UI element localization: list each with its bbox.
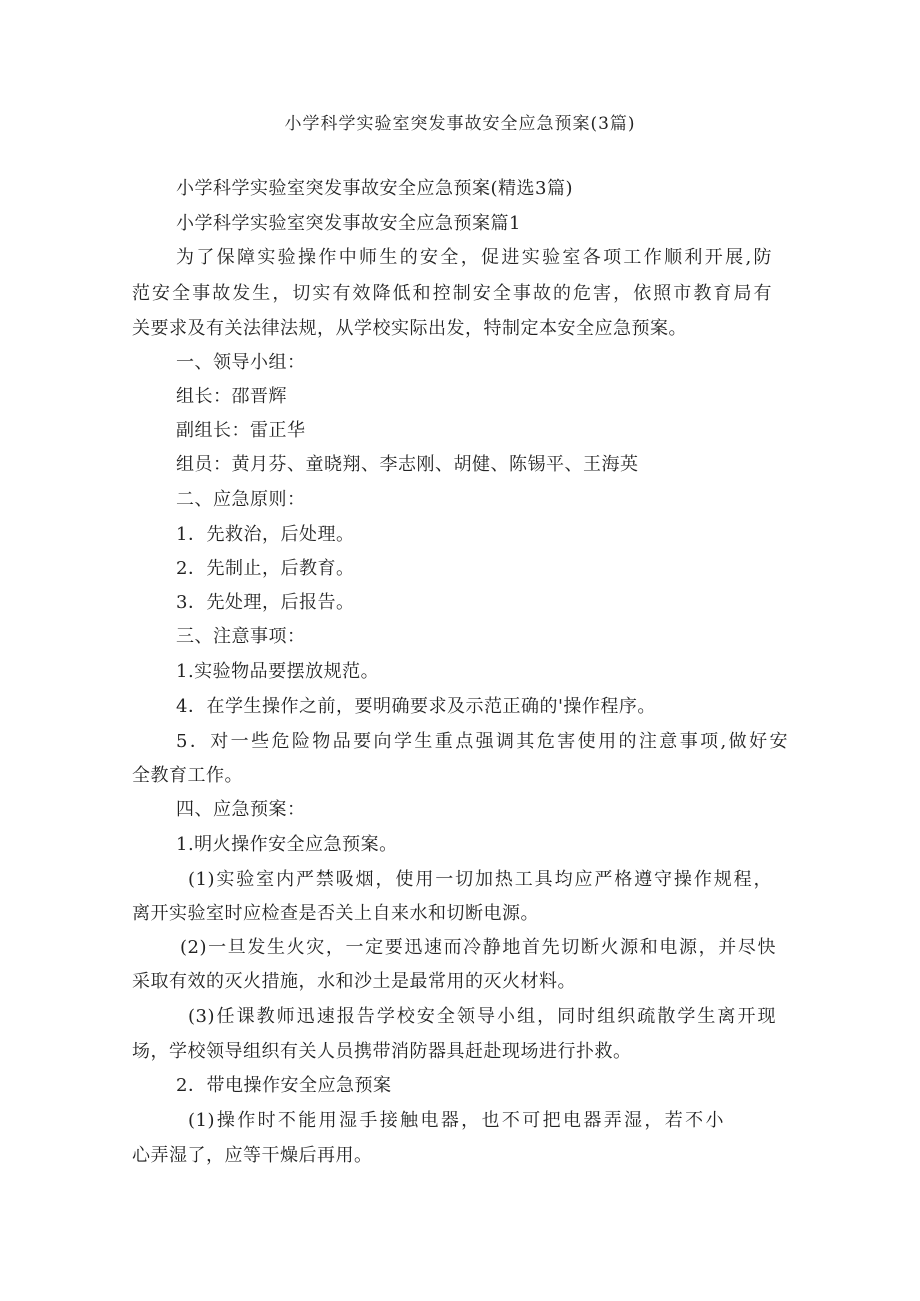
section4-heading: 四、应急预案： [176, 799, 306, 820]
deputy-line: 副组长：雷正华 [176, 420, 306, 441]
notice-item-5-line-2: 全教育工作。 [132, 765, 243, 786]
members-line: 组员：黄月芬、童晓翔、李志刚、胡健、陈锡平、王海英 [176, 454, 639, 475]
intro-line-2: 范安全事故发生，切实有效降低和控制安全事故的危害，依照市教育局有 [132, 283, 772, 304]
intro-line-3: 关要求及有关法律法规，从学校实际出发，特制定本安全应急预案。 [132, 318, 687, 339]
electric-p1-line-1: (1)操作时不能用湿手接触电器，也不可把电器弄湿，若不小 [188, 1110, 724, 1131]
fire-p3-line-1: (3)任课教师迅速报告学校安全领导小组，同时组织疏散学生离开现 [188, 1006, 776, 1027]
principle-item-2: 2．先制止，后教育。 [176, 558, 355, 579]
fire-p2-line-2: 采取有效的灭火措施，水和沙土是最常用的灭火材料。 [132, 971, 576, 992]
notice-item-1: 1.实验物品要摆放规范。 [176, 661, 380, 682]
fire-p1-line-1: (1)实验室内严禁吸烟，使用一切加热工具均应严格遵守操作规程， [188, 869, 772, 890]
section2-heading: 二、应急原则： [176, 489, 306, 510]
document-title: 小学科学实验室突发事故安全应急预案(3篇) [284, 114, 636, 134]
notice-item-4: 4．在学生操作之前，要明确要求及示范正确的'操作程序。 [176, 696, 656, 717]
intro-line-1: 为了保障实验操作中师生的安全，促进实验室各项工作顺利开展,防 [176, 247, 772, 268]
part-heading: 小学科学实验室突发事故安全应急预案篇1 [176, 213, 521, 234]
fire-plan-heading: 1.明火操作安全应急预案。 [176, 834, 398, 855]
document-subtitle: 小学科学实验室突发事故安全应急预案(精选3篇) [176, 178, 573, 199]
principle-item-3: 3．先处理，后报告。 [176, 592, 355, 613]
electric-plan-heading: 2．带电操作安全应急预案 [176, 1075, 392, 1096]
section3-heading: 三、注意事项： [176, 626, 306, 647]
leader-line: 组长：邵晋辉 [176, 386, 287, 407]
fire-p1-line-2: 离开实验室时应检查是否关上自来水和切断电源。 [132, 903, 539, 924]
notice-item-5-line-1: 5．对一些危险物品要向学生重点强调其危害使用的注意事项,做好安 [176, 731, 788, 752]
section1-heading: 一、领导小组： [176, 352, 306, 373]
electric-p1-line-2: 心弄湿了，应等干燥后再用。 [132, 1145, 373, 1166]
fire-p2-line-1: (2)一旦发生火灾，一定要迅速而冷静地首先切断火源和电源，并尽快 [180, 937, 776, 958]
principle-item-1: 1．先救治，后处理。 [176, 524, 355, 545]
fire-p3-line-2: 场，学校领导组织有关人员携带消防器具赶赴现场进行扑救。 [132, 1041, 632, 1062]
